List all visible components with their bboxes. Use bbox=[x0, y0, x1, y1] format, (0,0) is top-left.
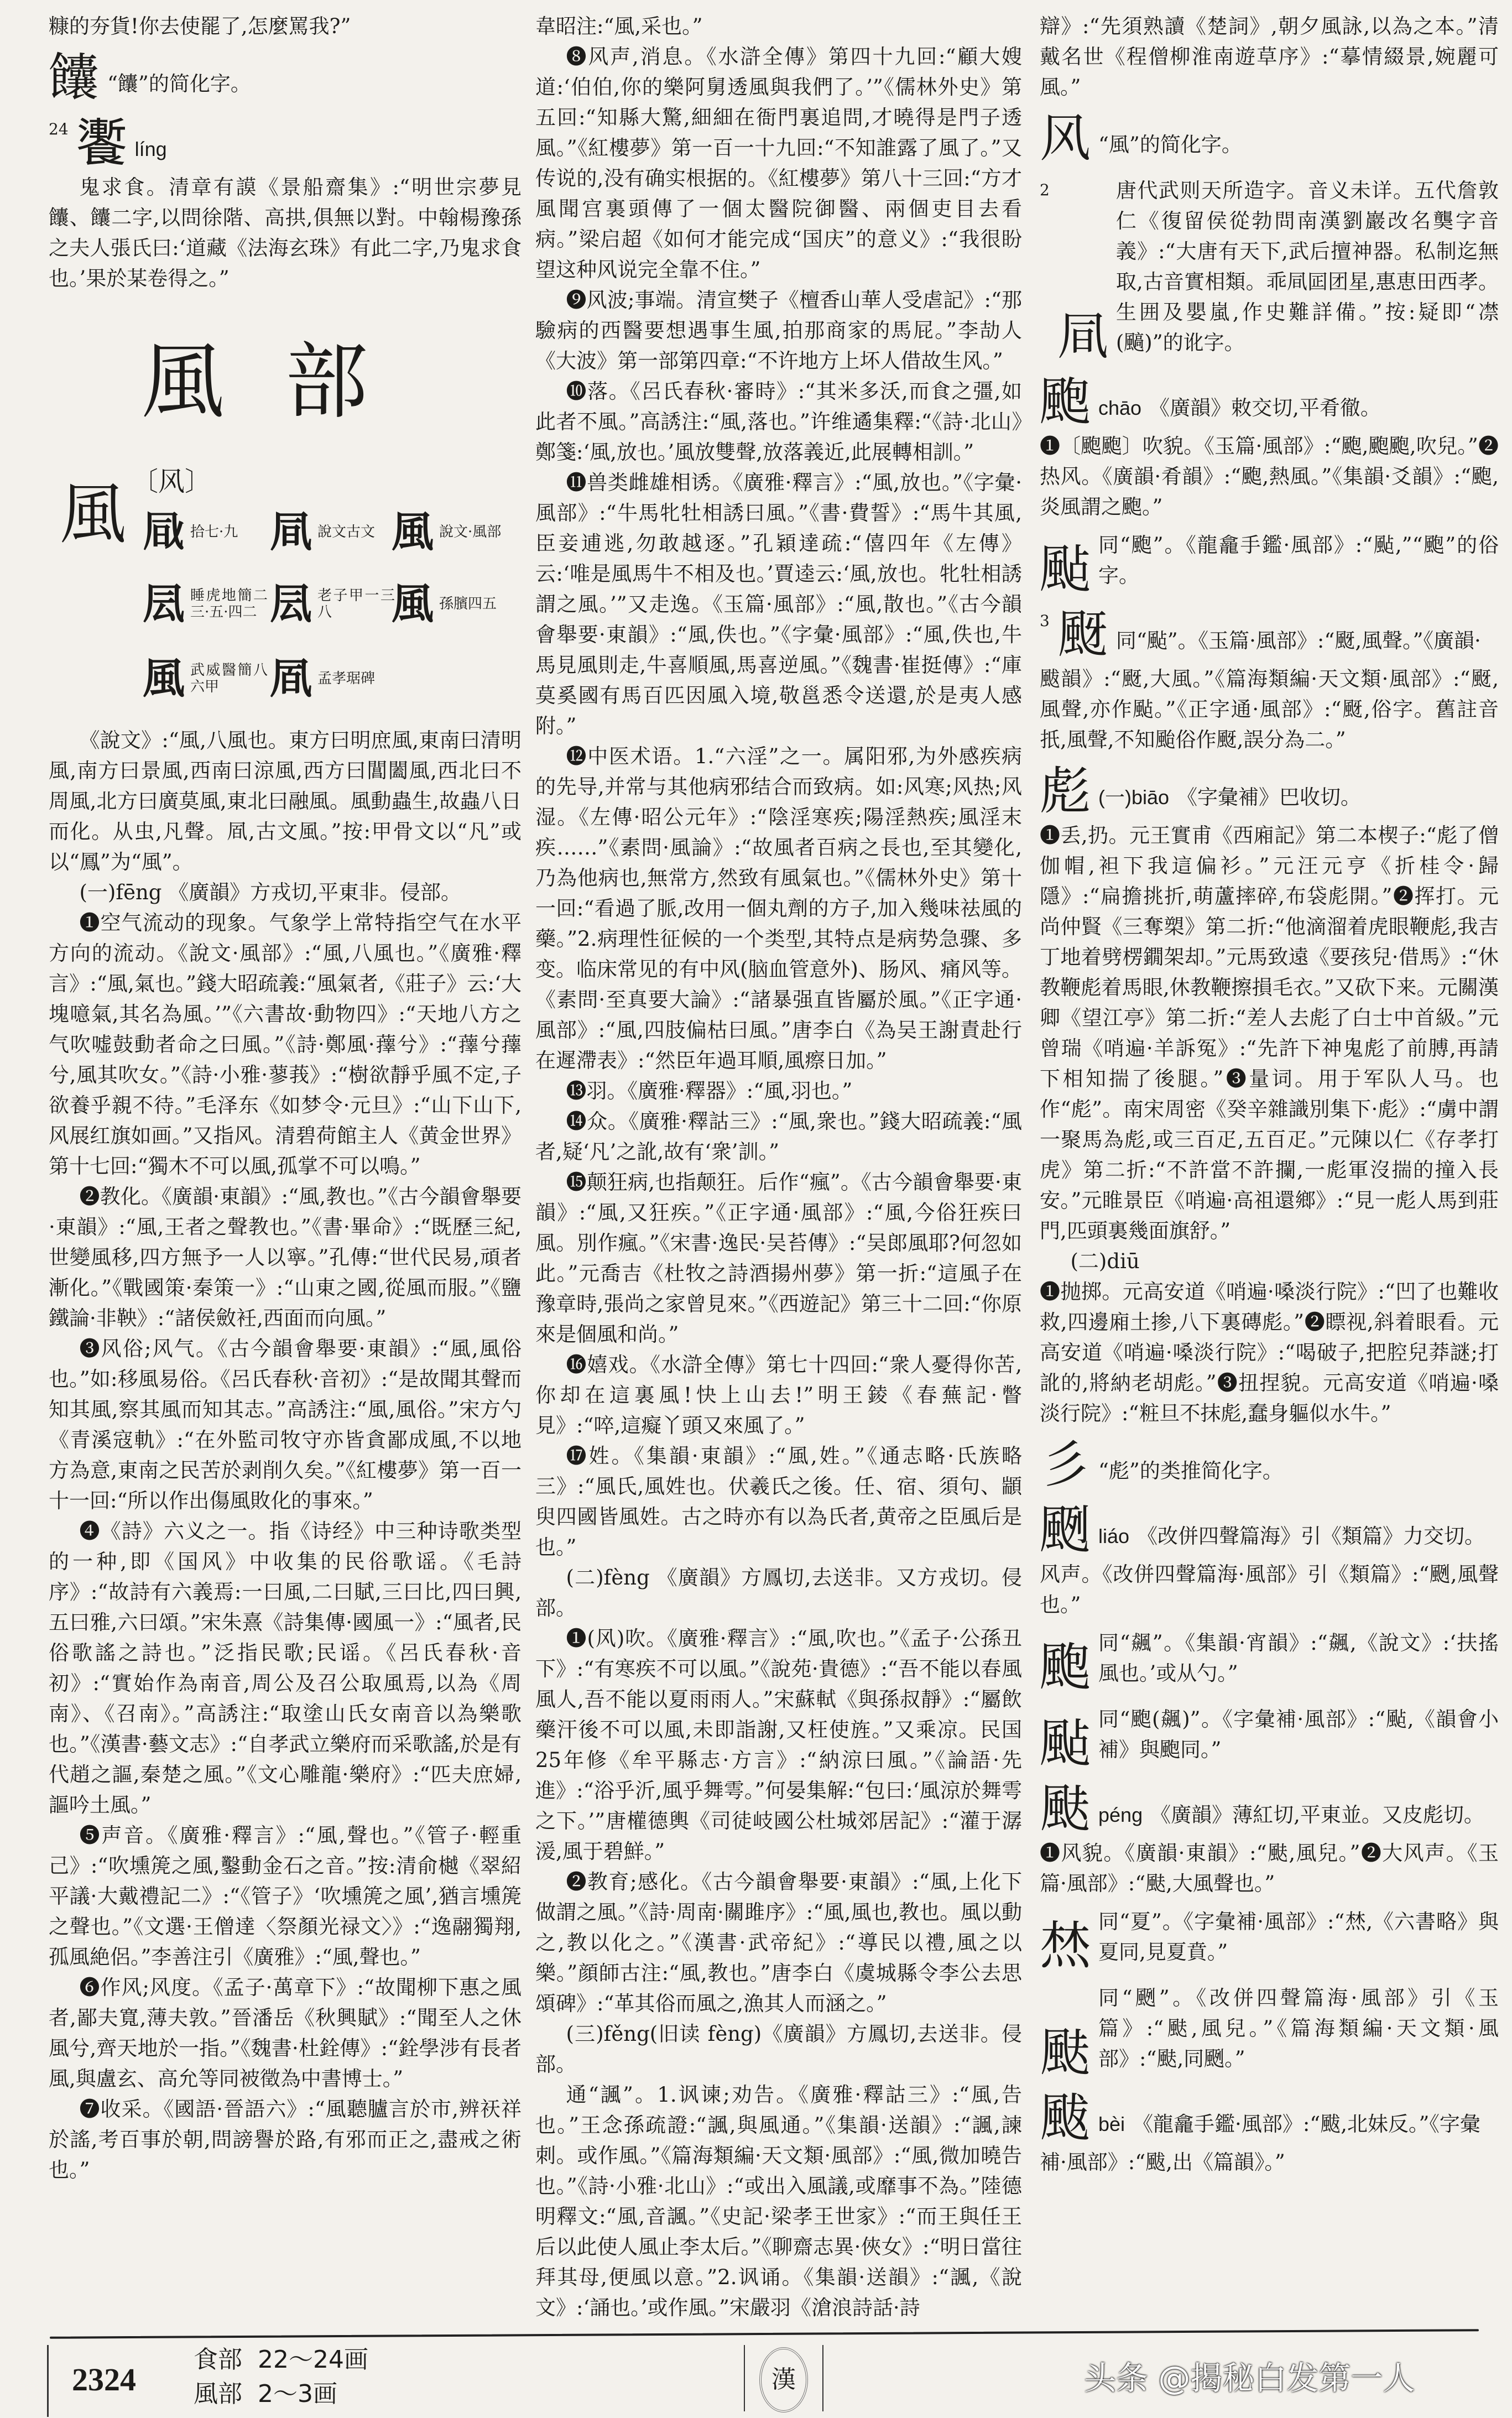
definition: 同“颭”。《玉篇·風部》:“颬,風聲。”《廣韻· bbox=[1115, 629, 1481, 653]
definition-paragraph: ❹《詩》六义之一。指《诗经》中三种诗歌类型的一种,即《国风》中收集的民俗歌谣。《毛詩序》:“故詩有六義焉:一曰風,二曰賦,三曰比,四曰興,五曰雅,六曰頌。”宋朱熹《詩集傳·國風一》:“風者,民俗歌謠之詩也。”泛指民歌;民谣。《呂氏春秋·音初》:“實始作為南音,周公及召公取風焉,以為《周南》、《召南》。”高誘注:“取塗山氏女南音以為樂歌也。”《漢書·藝文志》:“自孝武立樂府而采歌謠,於是有代趙之謳,秦楚之風。”《文心雕龍·樂府》:“匹夫庶婦,謳吟土風。” bbox=[49, 1519, 522, 1817]
pinyin: péng bbox=[1098, 1804, 1143, 1826]
footer-divider bbox=[50, 2329, 1479, 2339]
entry-headword bbox=[1040, 175, 1499, 366]
radical-range: 食部 22～24画 bbox=[194, 2346, 368, 2374]
page-number: 2324 bbox=[72, 2362, 136, 2398]
definition: 《龍龕手鑑·風部》:“颰,北妹反。”《字彙 bbox=[1133, 2112, 1480, 2136]
stroke-count: 24 bbox=[49, 120, 69, 138]
entry-headword bbox=[1040, 1436, 1499, 1494]
glyph-form: 凨 老子甲一三八 bbox=[270, 579, 395, 628]
definition-paragraph: (三)fěng(旧读 fèng)《廣韻》方鳳切,去送非。侵部。 bbox=[535, 2022, 1022, 2076]
definition-paragraph: ❶〔颮颮〕吹貌。《玉篇·風部》:“颮,颮颮,吹兒。”❷热风。《廣韻·肴韻》:“颮,熱風。”《集韻·爻韻》:“颮,炎風謂之颮。” bbox=[1040, 434, 1499, 519]
glyph-simplified: 〔风〕 bbox=[132, 466, 212, 497]
headword: 颬 bbox=[1057, 605, 1108, 664]
definition: 《改併四聲篇海》引《類篇》力交切。 bbox=[1137, 1524, 1485, 1548]
entry-headword bbox=[49, 114, 522, 172]
definition: 同“颲”。《改併四聲篇海·風部》引《玉篇》:“颫,風兒。”《篇海類編·天文類·風部》:“颫,同颲。” bbox=[1098, 1986, 1499, 2071]
headword: 凬 bbox=[1057, 307, 1108, 366]
entry-headword bbox=[49, 49, 522, 107]
entry-headword bbox=[1040, 530, 1499, 598]
definition-paragraph: ❺声音。《廣雅·釋言》:“風,聲也。”《管子·輕重己》:“吹壎箎之風,鑿動金石之音。”按:清俞樾《翠紹平議·大戴禮記二》:“《管子》‘吹壎箎之風’,猶言壎箎之聲也。”《文選·王僧達〈祭顏光禄文〉》:“逸翮獨翔,孤風絶侶。”李善注引《廣雅》:“風,聲也。” bbox=[49, 1823, 522, 1969]
entry-headword bbox=[1040, 1502, 1499, 1559]
definition-paragraph: ⓭羽。《廣雅·釋器》:“風,羽也。” bbox=[566, 1079, 853, 1103]
column-right bbox=[1040, 11, 1499, 2177]
definition: “饢”的简化字。 bbox=[107, 72, 251, 96]
definition: 《字彙補》巴收切。 bbox=[1177, 785, 1362, 809]
definition: 《廣韻》薄紅切,平東並。又皮彪切。 bbox=[1150, 1803, 1484, 1827]
definition-paragraph: 通“諷”。1.讽谏;劝告。《廣雅·釋詁三》:“風,告也。”王念孫疏證:“諷,與風通。”《集韻·送韻》:“諷,諫刺。或作風。”《篇海類編·天文類·風部》:“風,微加曉告也。”《詩·小雅·北山》:“或出入風議,或靡事不為。”陸德明釋文:“風,音諷。”《史記·梁孝王世家》:“而王與任王后以此使人風止李太后。”《聊齋志異·俠女》:“明日當往拜其母,便風以意。”2.讽诵。《集韻·送韻》:“諷,《說文》:‘誦也。’或作風。”宋嚴羽《滄浪詩話·詩 bbox=[535, 2083, 1022, 2320]
definition-paragraph: (二)fèng 《廣韻》方鳳切,去送非。又方戎切。侵部。 bbox=[535, 1566, 1022, 1620]
headword: 颭 bbox=[1040, 540, 1091, 599]
definition: 唐代武则天所造字。音义未详。五代詹敦仁《復留侯從勃問南漢劉巖改名龑字音義》:“大唐有天下,武后擅神器。私制迄無取,古音實相類。乖凬囸团星,惠恵田西孝。生囲及嬰嵐,作史難詳備。”按:疑即“凚(䬘)”的讹字。 bbox=[1115, 179, 1499, 355]
entry-headword bbox=[1040, 763, 1499, 820]
definition-paragraph: 補·風部》:“颰,出《篇韻》。” bbox=[1040, 2150, 1285, 2174]
column-left bbox=[49, 11, 522, 2185]
definition-paragraph: ❼收采。《國語·晉語六》:“風聽臚言於市,辨祆祥於謠,考百事於朝,問謗譽於路,有邪而正之,盡戒之術也。” bbox=[49, 2097, 522, 2182]
headword: 颲 bbox=[1040, 1500, 1091, 1560]
stroke-count: 3 bbox=[1040, 612, 1050, 630]
headword: 颰 bbox=[1040, 2088, 1091, 2148]
definition: 同“夏”。《字彙補·風部》:“㷊,《六書略》與夏同,見夏賁。” bbox=[1098, 1910, 1499, 1964]
pinyin: bèi bbox=[1098, 2113, 1125, 2135]
definition-paragraph: 风声。《改併四聲篇海·風部》引《類篇》:“颲,風聲也。” bbox=[1040, 1562, 1499, 1617]
glyph-form: 凨 睡虎地簡二三·五·四二 bbox=[143, 579, 268, 628]
definition-paragraph: ❾风波;事端。清宣樊子《檀香山華人受虐記》:“那驗病的西醫要想遇事生風,拍那商家的馬屁。”李劼人《大波》第一部第四章:“不许地方上坏人借故生风。” bbox=[535, 288, 1022, 373]
page-footer bbox=[0, 2339, 1512, 2418]
definition-paragraph: ❶抛掷。元高安道《哨遍·嗓淡行院》:“凹了也難收救,四邊廂土掺,八下裏磚彪。”❷瞟视,斜着眼看。元高安道《哨遍·嗓淡行院》:“喝破子,把腔兒莽謎;打訛的,將納老胡彪。”❸扭捏貌。元高安道《哨遍·嗓淡行院》:“粧旦不抹彪,蠢身軀似水牛。” bbox=[1040, 1280, 1499, 1425]
entry-paragraphs bbox=[49, 725, 522, 2185]
glyph-main: 風 bbox=[60, 476, 126, 553]
pinyin: chāo bbox=[1098, 397, 1142, 419]
definition-paragraph: (一)fēng 《廣韻》方戎切,平東非。侵部。 bbox=[79, 880, 461, 904]
seal-logo: 漢 bbox=[744, 2345, 823, 2411]
headword: 颭 bbox=[1040, 1714, 1091, 1773]
definition: 同“颮(飆)”。《字彙補·風部》:“颭,《韻會小補》與颮同。” bbox=[1098, 1707, 1499, 1762]
definition-paragraph: 颰韻》:“颬,大風。”《篇海類編·天文類·風部》:“颬,風聲,亦作颭。”《正字通·風部》:“颬,俗字。舊註音扺,風聲,不知颱俗作颬,誤分為二。” bbox=[1040, 667, 1499, 752]
entry-headword bbox=[1040, 110, 1499, 168]
pinyin: líng bbox=[134, 138, 167, 160]
definition: 同“颮”。《龍龕手鑑·風部》:“颭,”“颮”的俗字。 bbox=[1098, 533, 1499, 587]
definition: 《廣韻》敕交切,平肴徹。 bbox=[1149, 396, 1381, 420]
definition-paragraph: ⓮众。《廣雅·釋詁三》:“風,衆也。”錢大昭疏義:“風者,疑‘凡’之訛,故有‘衆’訓。” bbox=[535, 1109, 1022, 1164]
definition-paragraph: 韋昭注:“風,采也。” bbox=[535, 14, 703, 38]
glyph-form: 風 武威醫簡八六甲 bbox=[143, 654, 268, 703]
glyph-form: 凮 孟孝琚碑 bbox=[270, 654, 376, 703]
pinyin: (二)diū bbox=[1070, 1249, 1140, 1273]
headword: 彡 bbox=[1040, 1435, 1091, 1494]
stroke-count: 2 bbox=[1040, 181, 1050, 199]
column-middle bbox=[535, 11, 1022, 2323]
pinyin: liáo bbox=[1098, 1525, 1130, 1547]
radical-range: 風部 2～3画 bbox=[194, 2380, 337, 2408]
headword: 颫 bbox=[1040, 2023, 1091, 2082]
continued-text: 辯》:“先須熟讀《楚詞》,朝夕風詠,以為之本。”清戴名世《程僧柳淮南遊草序》:“摹情綴景,婉麗可風。” bbox=[1040, 14, 1499, 99]
headword: 颮 bbox=[1040, 1638, 1091, 1697]
headword: 彪 bbox=[1040, 762, 1091, 821]
definition: “彪”的类推简化字。 bbox=[1098, 1459, 1283, 1483]
definition-paragraph: ❿落。《呂氏春秋·審時》:“其米多沃,而食之彊,如此者不風。”高誘注:“風,落也。”许维遹集釋:“《詩·北山》鄭箋:‘風,放也。’風放雙聲,放落義近,此展轉相訓。” bbox=[535, 379, 1022, 464]
entry-headword bbox=[1040, 1983, 1499, 2082]
headword: 𩟗 bbox=[76, 113, 127, 173]
definition-paragraph: ❶丢,扔。元王實甫《西廂記》第二本楔子:“彪了僧伽帽,袒下我這偏衫。”元汪元亨《折桂令·歸隱》:“扁擔挑折,萌蘆摔碎,布袋彪開。”❷挥打。元尚仲賢《三奪槊》第二折:“他滴溜着虎眼鞭彪,我吉丁地着劈楞鐗架却。”元馬致遠《要孩兒·借馬》:“休教鞭彪着馬眼,休教鞭擦損毛衣。”又砍下来。元關漢卿《望江亭》第二折:“差人去彪了白士中首級。”元曾瑞《哨遍·羊訴冤》:“先許下神鬼彪了前膊,再請下相知揣了後腿。”❸量词。用于军队人马。也作“彪”。南宋周密《癸辛雜識別集下·彪》:“虜中謂一聚馬為彪,或三百疋,五百疋。”元陳以仁《存孝打虎》第二折:“不許當不許攔,一彪軍沒揣的撞入長安。”元睢景臣《哨遍·高祖還鄉》:“見一彪人馬到莊門,匹頭裏幾面旗舒。” bbox=[1040, 824, 1499, 1243]
definition-paragraph: 《說文》:“風,八風也。東方曰明庶風,東南曰清明風,南方曰景風,西南曰涼風,西方曰閶闔風,西北曰不周風,北方曰廣莫風,東北曰融風。風動蟲生,故蟲八日而化。从虫,凡聲。凮,古文風。”按:甲骨文以“凡”或以“鳳”为“風”。 bbox=[49, 728, 522, 874]
definition-paragraph: ⓰嬉戏。《水滸全傳》第七十四回:“衆人憂得你苦,你却在這裏風!快上山去!”明王錂《春蕪記·瞥見》:“啐,這癡丫頭又來風了。” bbox=[535, 1353, 1022, 1437]
continued-text: 糠的夯貨!你去使罷了,怎麼罵我?” bbox=[49, 14, 351, 38]
definition: 同“飆”。《集韻·宵韻》:“飆,《說文》:‘扶搖風也。’或从勺。” bbox=[1098, 1631, 1499, 1685]
entry-headword bbox=[1040, 1906, 1499, 1975]
definition-paragraph: ❶空气流动的现象。气象学上常特指空气在水平方向的流动。《說文·風部》:“風,八風也。”《廣雅·釋言》:“風,氣也。”錢大昭疏義:“風氣者,《莊子》云:‘大塊噫氣,其名為風。’”《六書故·動物四》:“天地八方之气吹嘘鼓動者命之曰風。”《詩·鄭風·蘀兮》:“蘀兮蘀兮,風其吹女。”《詩·小雅·蓼莪》:“樹欲靜乎風不定,子欲養乎親不待。”毛泽东《如梦令·元旦》:“山下山下,风展红旗如画。”又指风。清碧荷館主人《黄金世界》第十七回:“獨木不可以風,孤掌不可以鳴。” bbox=[49, 911, 522, 1178]
definition-paragraph: ⓫兽类雌雄相诱。《廣雅·釋言》:“風,放也。”《字彙·風部》:“牛馬牝牡相誘曰風。”《書·費誓》:“馬牛其風,臣妾逋逃,勿敢越逐。”孔穎達疏:“僖四年《左傳》云:‘唯是風馬牛不相及也。’賈逵云:‘風,放也。牝牡相誘謂之風。’”又走逸。《玉篇·風部》:“風,散也。”《古今韻會舉要·東韻》:“風,佚也。”《字彙·風部》:“風,佚也,牛馬見風則走,牛喜順風,馬喜逆風。”《魏書·崔挺傳》:“庫莫奚國有馬百匹因風入境,敬邕悉令送還,於是夷人感附。” bbox=[535, 471, 1022, 738]
footer-rule bbox=[47, 2345, 49, 2417]
headword: 饢 bbox=[49, 48, 100, 107]
glyph-form: 𠙊 拾七·九 bbox=[143, 507, 238, 556]
definition-paragraph: ❽风声,消息。《水滸全傳》第四十九回:“顧大嫂道:‘伯伯,你的樂阿舅透風與我們了。’”《儒林外史》第五回:“知縣大驚,細細在衙門裏追問,才曉得是門子透風。”《紅樓夢》第一百一十九回:“不知誰露了風了。”又传说的,没有确实根据的。《紅樓夢》第八十三回:“方才風聞宫裏頭傳了一個太醫院御醫、兩個吏目去看病。”梁启超《如何才能完成“国庆”的意义》:“我很盼望这种风说完全靠不住。” bbox=[535, 45, 1022, 282]
headword: 㷊 bbox=[1040, 1916, 1091, 1976]
definition-paragraph: ❶(风)吹。《廣雅·釋言》:“風,吹也。”《孟子·公孫丑下》:“有寒疾不可以風。”《說苑·貴德》:“吾不能以春風風人,吾不能以夏雨雨人。”宋蘇軾《與孫叔靜》:“屬飲藥汗後不可以風,未即詣謝,又枉使旌。”又乘凉。民国25年修《牟平縣志·方言》:“納涼曰風。”《論語·先進》:“浴乎沂,風乎舞雩。”何晏集解:“包曰:‘風涼於舞雩之下。’”唐權德輿《司徒岐國公杜城郊居記》:“灌于潺湲,風于碧鮮。” bbox=[535, 1627, 1022, 1863]
entry-headword bbox=[1040, 2089, 1499, 2147]
definition-paragraph: ⓬中医术语。1.“六淫”之一。属阳邪,为外感疾病的先导,并常与其他病邪结合而致病。如:风寒;风热;风湿。《左傳·昭公元年》:“陰淫寒疾;陽淫熱疾;風淫末疾……”《素問·風論》:“故風者百病之長也,至其變化,乃為他病也,無常方,然致有風氣也。”《儒林外史》第十一回:“看過了脈,改用一個丸劑的方子,加入幾味祛風的藥。”2.病理性征候的一个类型,其特点是病势急骤、多变。临床常见的有中风(脑血管意外)、肠风、痛风等。《素問·至真要大論》:“諸暴强直皆屬於風。”《正字通·風部》:“風,四肢偏枯曰風。”唐李白《為吴王謝責赴行在遲滯表》:“然臣年過耳順,風瘵日加。” bbox=[535, 744, 1022, 1072]
watermark: 头条 @揭秘白发第一人 bbox=[1084, 2359, 1415, 2397]
pinyin: (一)biāo bbox=[1098, 786, 1170, 809]
entry-text: 鬼求食。清章有謨《景船齋集》:“明世宗夢見饢、饢二字,以問徐階、高拱,俱無以對。中翰楊豫孫之夫人張氏曰:‘道藏《法海玄珠》有此二字,乃鬼求食也。’果於某卷得之。” bbox=[49, 175, 522, 290]
definition-paragraph: ⓯颠狂病,也指颠狂。后作“瘋”。《古今韻會舉要·東韻》:“風,又狂疾。”《正字通·風部》:“風,今俗狂疾曰風。別作瘋。”《宋書·逸民·吴苔傳》:“吴郎風耶?何忽如此。”元喬吉《杜牧之詩酒揚州夢》第一折:“這風子在豫章時,張尚之家曾見來。”《西遊記》第三十二回:“你原來是個風和尚。” bbox=[535, 1170, 1022, 1346]
definition-paragraph: ⓱姓。《集韻·東韻》:“風,姓。”《通志略·氏族略三》:“風氏,風姓也。伏羲氏之後。任、宿、須句、顓臾四國皆風姓。古之時亦有以為氏者,黄帝之臣風后是也。” bbox=[535, 1444, 1022, 1559]
definition: “風”的简化字。 bbox=[1098, 133, 1242, 157]
glyph-form: 風 孫臏四五 bbox=[392, 579, 497, 628]
glyph-forms-table bbox=[49, 465, 522, 714]
headword: 风 bbox=[1040, 109, 1091, 168]
definition-paragraph: ❶风貌。《廣韻·東韻》:“颫,風兒。”❷大风声。《玉篇·風部》:“颫,大風聲也。” bbox=[1040, 1841, 1499, 1895]
definition-paragraph: ❻作风;风度。《孟子·萬章下》:“故聞柳下惠之風者,鄙夫寬,薄夫敦。”晉潘岳《秋興賦》:“聞至人之休風兮,齊天地於一指。”《魏書·杜銓傳》:“銓學涉有長者風,與盧玄、高允等同被徵為中書博士。” bbox=[49, 1976, 522, 2091]
definition-paragraph: ❸风俗;风气。《古今韻會舉要·東韻》:“風,風俗也。”如:移風易俗。《呂氏春秋·音初》:“是故聞其聲而知其風,察其風而知其志。”高誘注:“風,風俗。”宋方勺《青溪寇軌》:“在外監司牧守亦皆貪鄙成風,不以地方為意,東南之民苦於剥削久矣。”《紅樓夢》第一百一十一回:“所以作出傷風敗化的事來。” bbox=[49, 1337, 522, 1513]
entry-headword bbox=[1040, 1704, 1499, 1773]
entry-headword bbox=[1040, 606, 1499, 664]
headword: 颫 bbox=[1040, 1779, 1091, 1838]
entry-headword bbox=[1040, 373, 1499, 431]
definition-paragraph: ❷教育;感化。《古今韻會舉要·東韻》:“風,上化下做謂之風。”《詩·周南·關雎序》:“風,風也,教也。風以動之,教以化之。”《漢書·武帝紀》:“導民以禮,風之以樂。”顔師古注:“風,教也。”唐李白《虞城縣令李公去思頌碑》:“革其俗而風之,漁其人而涵之。” bbox=[535, 1870, 1022, 2015]
entry-headword bbox=[1040, 1628, 1499, 1696]
headword: 颮 bbox=[1040, 372, 1091, 431]
section-title: 風部 bbox=[141, 334, 429, 430]
definition-paragraph: ❷教化。《廣韻·東韻》:“風,教也。”《古今韻會舉要·東韻》:“風,王者之聲教也。”《書·畢命》:“既歷三紀,世變風移,四方無予一人以寧。”孔傳:“世代民易,頑者漸化。”《戰國策·秦策一》:“山東之國,從風而服。”《鹽鐵論·非鞅》:“諸侯斂衽,西面而向風。” bbox=[49, 1185, 522, 1330]
glyph-form: 凬 說文古文 bbox=[270, 507, 376, 556]
glyph-form: 風 說文·風部 bbox=[392, 507, 502, 556]
entry-headword bbox=[1040, 1780, 1499, 1838]
entries-list bbox=[1040, 110, 1499, 2177]
